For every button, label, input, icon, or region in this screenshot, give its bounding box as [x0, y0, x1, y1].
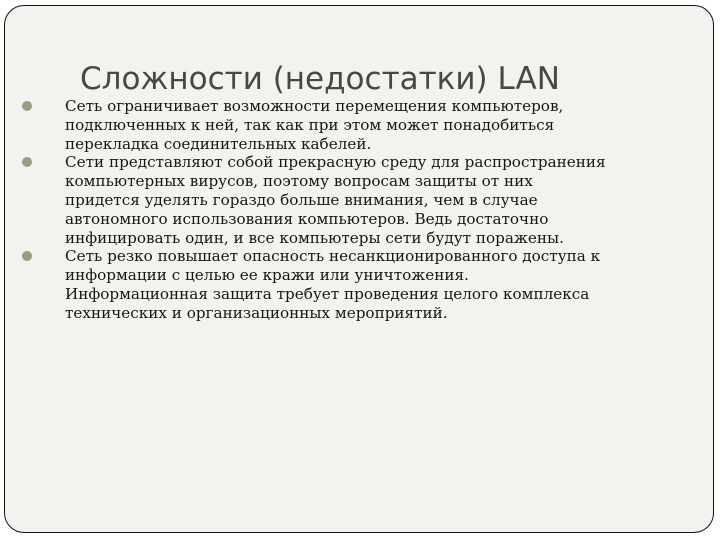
bullet-dot-icon — [22, 251, 32, 261]
bullet-dot-icon — [22, 157, 32, 167]
bullet-dot-icon — [22, 101, 32, 111]
bullet-text-line: Сети представляют собой прекрасную среду для распространения — [65, 153, 606, 172]
bullet-text-line: информации с целью ее кражи или уничтожения. — [65, 266, 469, 285]
bullet-text-line: перекладка соединительных кабелей. — [65, 134, 372, 153]
bullet-item — [22, 153, 692, 247]
bullet-text-line: Сеть ограничивает возможности перемещения компьютеров, — [65, 97, 564, 115]
bullet-text-line: подключенных к ней, так как при этом может понадобиться — [65, 115, 555, 134]
bullet-text-line: Информационная защита требует проведения целого комплекса — [65, 284, 590, 303]
bullet-text-line: технических и организационных мероприятий. — [65, 303, 448, 322]
bullet-text-line: инфицировать один, и все компьютеры сети будут поражены. — [65, 228, 564, 247]
bullet-list — [22, 97, 692, 323]
bullet-item — [22, 247, 692, 322]
bullet-text-line: придется уделять гораздо больше внимания, чем в случае — [65, 190, 538, 209]
slide-title: Сложности (недостатки) LAN — [80, 61, 560, 97]
bullet-text-line: компьютерных вирусов, поэтому вопросам защиты от них — [65, 172, 533, 191]
bullet-item — [22, 97, 692, 153]
bullet-text-line: Сеть резко повышает опасность несанкционированного доступа к — [65, 247, 601, 266]
bullet-text-line: автономного использования компьютеров. Ведь достаточно — [65, 209, 549, 228]
